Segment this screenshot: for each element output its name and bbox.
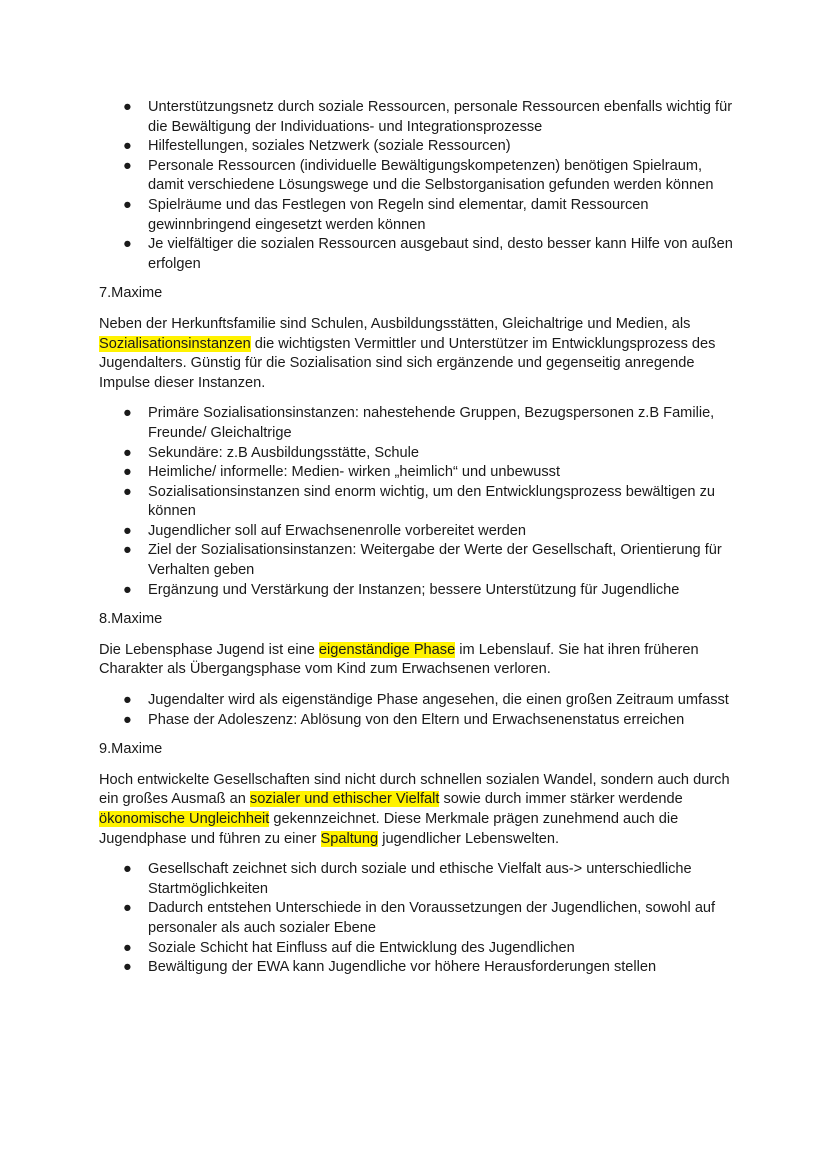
bullet-dot-icon: ● [123, 692, 132, 709]
bullet-dot-icon: ● [123, 157, 132, 174]
bullet-list-section-8 [99, 691, 736, 730]
list-item [123, 235, 736, 274]
list-item-text: Unterstützungsnetz durch soziale Ressourcen, personale Ressourcen ebenfalls wichtig für die Bewältigung der Individuations- und Integrationsprozesse [148, 99, 733, 135]
list-item [123, 157, 736, 196]
list-item [123, 444, 736, 464]
list-item-text: Personale Ressourcen (individuelle Bewältigungskompetenzen) benötigen Spielraum, damit verschiedene Lösungswege und die Selbstorganisation gefunden werden können [148, 157, 714, 194]
paragraph-text: jugendlicher Lebenswelten. [378, 830, 560, 847]
bullet-list-section-7 [99, 404, 736, 600]
bullet-list-resources [99, 98, 736, 274]
list-item-text: Sekundäre: z.B Ausbildungsstätte, Schule [148, 444, 419, 461]
list-item-text: Heimliche/ informelle: Medien- wirken „heimlich“ und unbewusst [148, 464, 561, 481]
bullet-dot-icon: ● [123, 138, 132, 155]
paragraph-text: die wichtigsten Vermittler und Unterstützer im Entwicklungsprozess des Jugendalters. Günstig für die Sozialisation sind sich ergänzende und gegenseitig anregende Impulse dieser Instanzen. [99, 335, 716, 391]
list-item-text: Phase der Adoleszenz: Ablösung von den Eltern und Erwachsenenstatus erreichen [148, 711, 685, 728]
list-item [123, 899, 736, 938]
list-item [123, 939, 736, 959]
bullet-dot-icon: ● [123, 861, 132, 878]
highlight-eigenstaendige-phase: eigenständige Phase [318, 641, 456, 658]
bullet-dot-icon: ● [123, 444, 132, 461]
bullet-dot-icon: ● [123, 939, 132, 956]
bullet-list-section-9 [99, 860, 736, 978]
list-item [123, 463, 736, 483]
list-item-text: Jugendalter wird als eigenständige Phase angesehen, die einen großen Zeitraum umfasst [148, 692, 729, 709]
list-item-text: Soziale Schicht hat Einfluss auf die Entwicklung des Jugendlichen [148, 939, 575, 956]
section-8-paragraph [99, 641, 736, 680]
bullet-dot-icon: ● [123, 196, 132, 213]
bullet-dot-icon: ● [123, 236, 132, 253]
bullet-dot-icon: ● [123, 464, 132, 481]
list-item [123, 98, 736, 137]
highlight-sozialisationsinstanzen: Sozialisationsinstanzen [99, 335, 251, 352]
paragraph-text: Hoch entwickelte Gesellschaften sind nicht durch schnellen sozialen Wandel, sondern auch durch ein großes Ausmaß an [99, 771, 730, 808]
bullet-dot-icon: ● [123, 522, 132, 539]
list-item [123, 958, 736, 978]
list-item [123, 711, 736, 731]
paragraph-text: im Lebenslauf. Sie hat ihren früheren Charakter als Übergangsphase vom Kind zum Erwachsenen verloren. [99, 641, 699, 678]
section-9-paragraph [99, 771, 736, 849]
list-item-text: Ergänzung und Verstärkung der Instanzen; bessere Unterstützung für Jugendliche [148, 581, 680, 598]
section-heading-8: 8.Maxime [99, 611, 163, 628]
list-item-text: Bewältigung der EWA kann Jugendliche vor höhere Herausforderungen stellen [148, 959, 657, 976]
bullet-dot-icon: ● [123, 542, 132, 559]
list-item-text: Dadurch entstehen Unterschiede in den Voraussetzungen der Jugendlichen, sowohl auf personaler als auch sozialer Ebene [148, 900, 716, 936]
list-item [123, 137, 736, 157]
bullet-dot-icon: ● [123, 99, 132, 115]
list-item [123, 541, 736, 580]
paragraph-text: Die Lebensphase Jugend ist eine [99, 641, 319, 658]
list-item-text: Gesellschaft zeichnet sich durch soziale und ethische Vielfalt aus-> unterschiedliche Startmöglichkeiten [148, 861, 692, 897]
list-item [123, 860, 736, 899]
highlight-spaltung: Spaltung [320, 830, 379, 847]
bullet-dot-icon: ● [123, 483, 132, 500]
bullet-dot-icon: ● [123, 959, 132, 976]
list-item-text: Primäre Sozialisationsinstanzen: nahestehende Gruppen, Bezugspersonen z.B Familie, Freunde/ Gleichaltrige [148, 405, 715, 441]
list-item-text: Je vielfältiger die sozialen Ressourcen ausgebaut sind, desto besser kann Hilfe von außen erfolgen [148, 236, 733, 272]
list-item-text: Jugendlicher soll auf Erwachsenenrolle vorbereitet werden [148, 522, 527, 539]
bullet-dot-icon: ● [123, 900, 132, 917]
highlight-soziale-vielfalt: sozialer und ethischer Vielfalt [249, 791, 440, 808]
list-item-text: Spielräume und das Festlegen von Regeln sind elementar, damit Ressourcen gewinnbringend eingesetzt werden können [148, 196, 649, 233]
section-heading-9: 9.Maxime [99, 741, 163, 758]
bullet-dot-icon: ● [123, 405, 132, 422]
paragraph-text: sowie durch immer stärker werdende [439, 791, 683, 808]
paragraph-text: Neben der Herkunftsfamilie sind Schulen, Ausbildungsstätten, Gleichaltrige und Medien, als [99, 315, 691, 332]
list-item-text: Ziel der Sozialisationsinstanzen: Weitergabe der Werte der Gesellschaft, Orientierung für Verhalten geben [148, 542, 722, 579]
highlight-oekonomische-ungleichheit: ökonomische Ungleichheit [99, 811, 270, 827]
list-item [123, 196, 736, 235]
list-item [123, 691, 736, 711]
list-item [123, 581, 736, 601]
list-item-text: Sozialisationsinstanzen sind enorm wichtig, um den Entwicklungsprozess bewältigen zu können [148, 483, 716, 520]
bullet-dot-icon: ● [123, 711, 132, 728]
list-item [123, 404, 736, 443]
section-heading-7: 7.Maxime [99, 285, 163, 302]
bullet-dot-icon: ● [123, 581, 132, 598]
section-7-paragraph [99, 315, 736, 393]
list-item-text: Hilfestellungen, soziales Netzwerk (soziale Ressourcen) [148, 138, 511, 155]
list-item [123, 483, 736, 522]
list-item [123, 522, 736, 542]
paragraph-text: gekennzeichnet. Diese Merkmale prägen zunehmend auch die Jugendphase und führen zu einer [99, 811, 679, 847]
